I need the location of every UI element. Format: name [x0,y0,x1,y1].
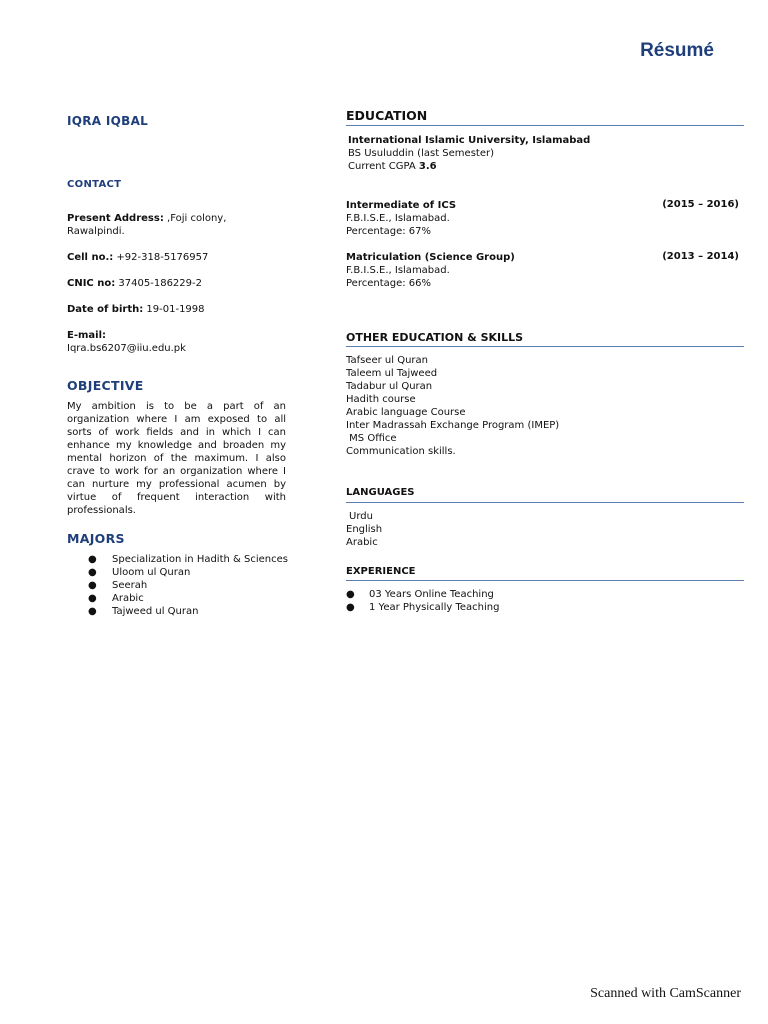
cnic-label: CNIC no: [67,278,116,289]
section-divider [346,502,744,503]
languages-heading: LANGUAGES [346,487,415,498]
cnic-number [67,277,202,290]
list-item: Inter Madrassah Exchange Program (IMEP) [346,420,560,431]
list-item: Hadith course [346,394,416,405]
list-item: ● Arabic [88,593,144,604]
section-divider [346,125,744,126]
list-item: Taleem ul Tajweed [346,368,438,379]
list-item: Arabic [346,537,378,548]
education-heading: EDUCATION [346,108,428,123]
list-item: Communication skills. [346,446,456,457]
scanner-watermark: Scanned with CamScanner [590,986,741,1001]
present-address [67,212,287,238]
date-of-birth [67,303,205,316]
list-item: ● Tajweed ul Quran [88,606,199,617]
education-years: (2013 – 2014) [662,251,739,262]
languages-list [346,510,382,549]
list-item: ● Seerah [88,580,148,591]
majors-heading: MAJORS [67,531,125,546]
cell-value: +92-318-5176957 [113,252,209,263]
experience-list [346,588,646,614]
list-item: ● Specialization in Hadith & Sciences [88,554,288,565]
candidate-name: IQRA IQBAL [67,114,149,128]
email-label: E-mail: [67,330,107,341]
resume-title: Résumé [640,40,714,61]
cnic-value: 37405-186229-2 [115,278,202,289]
objective-heading: OBJECTIVE [67,378,144,393]
dob-label: Date of birth: [67,304,144,315]
skills-list [346,354,726,458]
section-divider [346,580,744,581]
address-label: Present Address: [67,213,164,224]
address-value: ,Foji colony, [163,213,227,224]
bullet-icon: ● [88,593,97,604]
bullet-icon: ● [88,580,97,591]
list-item: Tafseer ul Quran [346,355,428,366]
list-item: ● 03 Years Online Teaching [346,589,494,600]
majors-list [88,553,288,618]
list-item: Arabic language Course [346,407,466,418]
dob-value: 19-01-1998 [143,304,205,315]
list-item: Tadabur ul Quran [346,381,433,392]
experience-heading: EXPERIENCE [346,566,416,577]
education-entry-matriculation: Matriculation (Science Group) F.B.I.S.E., Islamabad. Percentage: 66% [346,252,515,289]
address-line2: Rawalpindi. [67,226,125,237]
list-item: Urdu [349,511,373,522]
bullet-icon: ● [88,606,97,617]
bullet-icon: ● [88,554,97,565]
list-item: English [346,524,383,535]
education-entry-intermediate: Intermediate of ICS F.B.I.S.E., Islamabad. Percentage: 67% [346,200,457,237]
other-education-heading: OTHER EDUCATION & SKILLS [346,331,524,344]
section-divider [346,346,744,347]
cell-number [67,251,208,264]
bullet-icon: ● [346,602,355,613]
contact-heading: CONTACT [67,179,122,190]
cell-label: Cell no.: [67,252,114,263]
list-item: MS Office [346,433,397,444]
bullet-icon: ● [88,567,97,578]
email-value: Iqra.bs6207@iiu.edu.pk [67,343,186,354]
list-item: ● 1 Year Physically Teaching [346,602,500,613]
bullet-icon: ● [346,589,355,600]
email [67,329,186,355]
list-item: ● Uloom ul Quran [88,567,191,578]
education-entry-university: International Islamic University, Islamabad BS Usuluddin (last Semester) Current CGPA 3.6 [348,135,591,172]
objective-text: My ambition is to be a part of an organization where I am exposed to all sorts of work fields and in which I can enhance my knowledge and broaden my mental horizon of the maximum. I also crave to work for an organization where I can nurture my professional acumen by virtue of frequent interaction with professionals. [67,401,286,516]
education-years: (2015 – 2016) [662,199,739,210]
